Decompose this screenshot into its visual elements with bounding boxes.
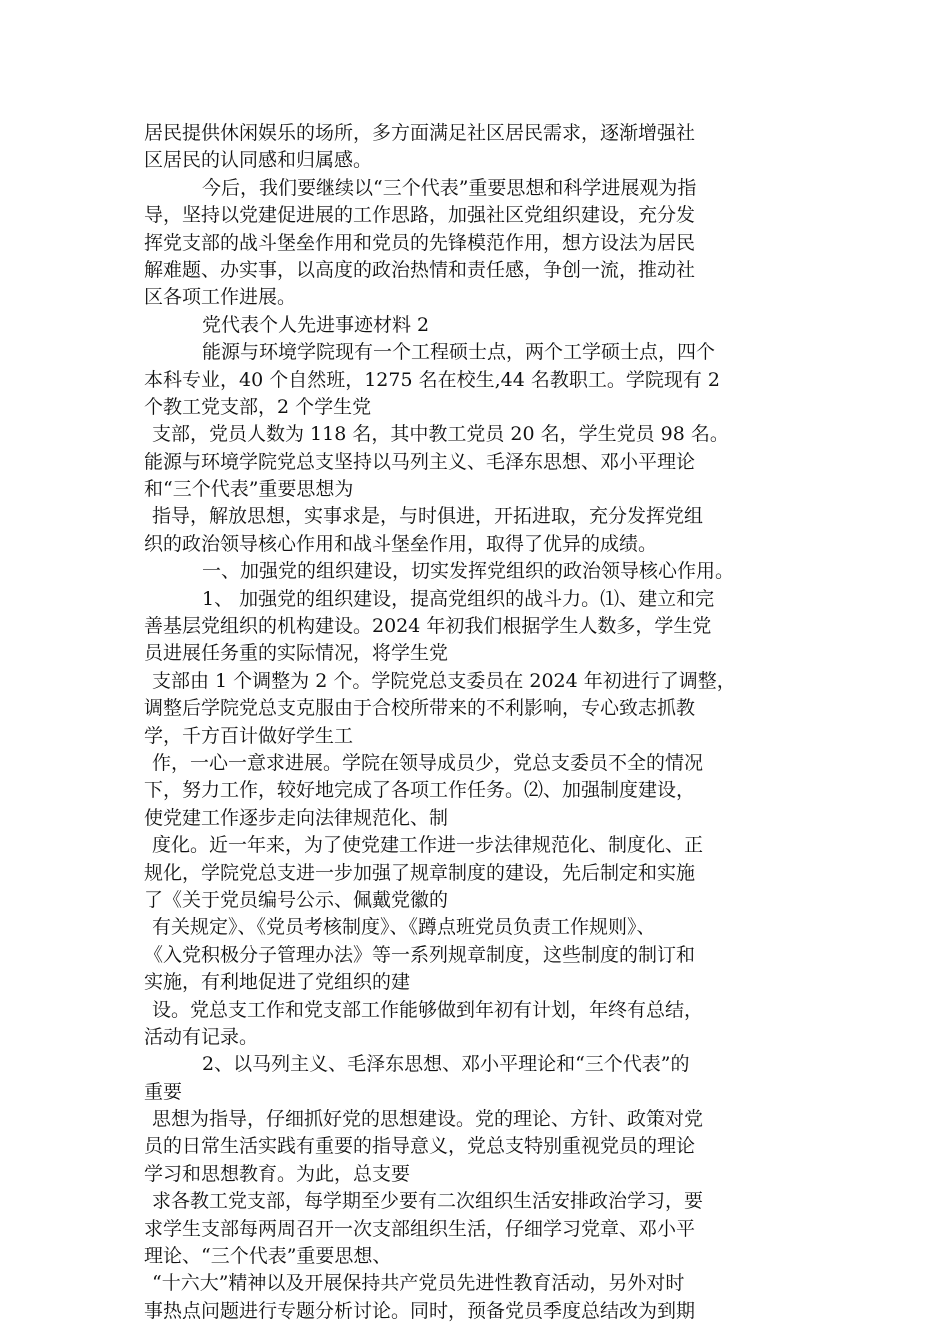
text-line: 今后，我们要继续以“三个代表”重要思想和科学进展观为指	[202, 176, 697, 199]
text-line: 员进展任务重的实际情况，将学生党	[144, 642, 449, 665]
text-line: 党代表个人先进事迹材料 2	[202, 313, 430, 336]
text-line: 调整后学院党总支克服由于合校所带来的不利影响，专心致志抓教	[144, 697, 696, 720]
text-line: 能源与环境学院现有一个工程硕士点，两个工学硕士点，四个	[202, 341, 716, 364]
text-line: 了《关于党员编号公示、佩戴党徽的	[144, 888, 449, 911]
text-line: 重要	[144, 1080, 183, 1103]
text-line: 本科专业，40 个自然班，1275 名在校生,44 名教职工。学院现有 2	[144, 368, 720, 391]
text-line: 下，努力工作，较好地完成了各项工作任务。⑵、加强制度建设，	[144, 779, 696, 802]
text-line: 善基层党组织的机构建设。2024 年初我们根据学生人数多，学生党	[144, 615, 712, 638]
text-line: 1、 加强党的组织建设，提高党组织的战斗力。⑴、建立和完	[202, 587, 715, 610]
text-line: 区各项工作进展。	[144, 286, 297, 309]
text-line: 一、加强党的组织建设，切实发挥党组织的政治领导核心作用。	[202, 560, 735, 583]
text-line: 设。党总支工作和党支部工作能够做到年初有计划，年终有总结，	[152, 998, 704, 1021]
text-line: “十六大”精神以及开展保持共产党员先进性教育活动，另外对时	[152, 1272, 685, 1295]
text-line: 员的日常生活实践有重要的指导意义，党总支特别重视党员的理论	[144, 1135, 696, 1158]
text-line: 挥党支部的战斗堡垒作用和党员的先锋模范作用，想方设法为居民	[144, 231, 696, 254]
document-page	[144, 120, 824, 1325]
text-line: 指导，解放思想，实事求是，与时俱进，开拓进取，充分发挥党组	[152, 505, 704, 528]
text-line: 《入党积极分子管理办法》等一系列规章制度，这些制度的制订和	[144, 943, 696, 966]
text-line: 求学生支部每两周召开一次支部组织生活，仔细学习党章、邓小平	[144, 1217, 696, 1240]
text-line: 导，坚持以党建促进展的工作思路，加强社区党组织建设，充分发	[144, 204, 696, 227]
text-line: 区居民的认同感和归属感。	[144, 149, 373, 172]
text-line: 支部由 1 个调整为 2 个。学院党总支委员在 2024 年初进行了调整，	[152, 669, 736, 692]
text-line: 解难题、办实事，以高度的政治热情和责任感，争创一流，推动社	[144, 258, 696, 281]
text-line: 学，千方百计做好学生工	[144, 724, 354, 747]
text-line: 2、以马列主义、毛泽东思想、邓小平理论和“三个代表”的	[202, 1053, 690, 1076]
text-line: 实施，有利地促进了党组织的建	[144, 971, 411, 994]
text-line: 使党建工作逐步走向法律规范化、制	[144, 806, 449, 829]
text-line: 求各教工党支部，每学期至少要有二次组织生活安排政治学习，要	[152, 1190, 704, 1213]
text-line: 思想为指导，仔细抓好党的思想建设。党的理论、方针、政策对党	[152, 1108, 704, 1131]
text-line: 个教工党支部，2 个学生党	[144, 395, 372, 418]
text-line: 规化，学院党总支进一步加强了规章制度的建设，先后制定和实施	[144, 861, 696, 884]
text-line: 学习和思想教育。为此，总支要	[144, 1162, 411, 1185]
text-line: 有关规定》、《党员考核制度》、《蹲点班党员负责工作规则》、	[152, 916, 656, 939]
text-line: 居民提供休闲娱乐的场所，多方面满足社区居民需求，逐渐增强社	[144, 122, 696, 144]
text-line: 支部，党员人数为 118 名，其中教工党员 20 名，学生党员 98 名。	[152, 423, 729, 446]
text-line: 作，一心一意求进展。学院在领导成员少，党总支委员不全的情况	[152, 751, 704, 774]
text-line: 能源与环境学院党总支坚持以马列主义、毛泽东思想、邓小平理论	[144, 450, 696, 473]
text-line: 和“三个代表”重要思想为	[144, 478, 354, 501]
text-line: 织的政治领导核心作用和战斗堡垒作用，取得了优异的成绩。	[144, 532, 658, 555]
text-line: 事热点问题进行专题分析讨论。同时，预备党员季度总结改为到期	[144, 1299, 696, 1322]
text-line: 度化。近一年来，为了使党建工作进一步法律规范化、制度化、正	[152, 834, 704, 857]
text-line: 理论、“三个代表”重要思想、	[144, 1245, 392, 1268]
text-line: 活动有记录。	[144, 1025, 259, 1048]
